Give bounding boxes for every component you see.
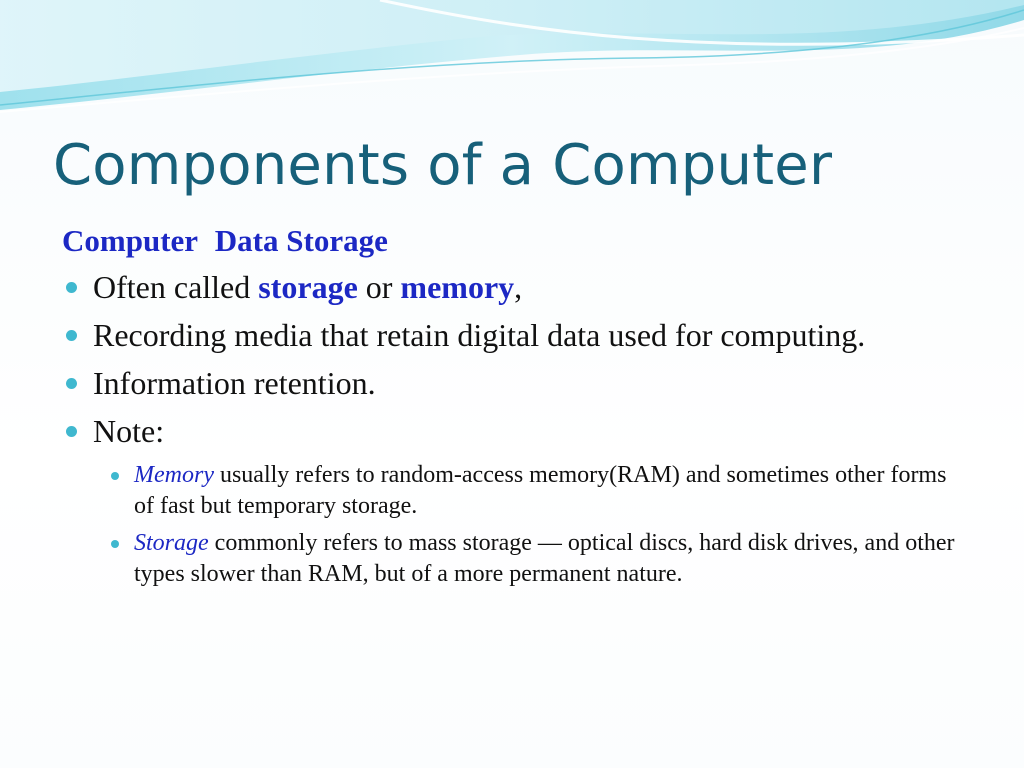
bullet-text: Note: xyxy=(93,413,165,449)
sub-bullet-dot-icon xyxy=(111,472,119,480)
term-memory-italic: Memory xyxy=(134,462,214,488)
bullet-dot-icon xyxy=(66,378,77,389)
bullet-text-prefix: Often called xyxy=(93,269,259,305)
bullet-dot-icon xyxy=(66,330,77,341)
bullet-text: Recording media that retain digital data used for computing. xyxy=(93,317,866,353)
bullet-item xyxy=(62,362,962,404)
bullet-item xyxy=(62,410,962,590)
sub-bullet-dot-icon xyxy=(111,540,119,548)
bullet-text-suffix: , xyxy=(514,269,523,305)
sub-bullet-text: commonly refers to mass storage — optical discs, hard disk drives, and other types slower than RAM, but of a more permanent nature. xyxy=(134,530,955,587)
bullet-item xyxy=(62,266,962,308)
slide-content xyxy=(62,220,962,596)
sub-bullet-item xyxy=(93,528,962,590)
sub-bullet-item xyxy=(93,460,962,522)
sub-bullet-list xyxy=(93,460,962,590)
header-wave-decoration xyxy=(0,0,1024,120)
term-storage-italic: Storage xyxy=(134,530,209,556)
bullet-text: Information retention. xyxy=(93,365,376,401)
subheading-part1: Computer xyxy=(62,223,199,258)
bullet-item xyxy=(62,314,962,356)
subheading-part2: Data Storage xyxy=(214,223,388,258)
bullet-list xyxy=(62,266,962,590)
sub-bullet-text: usually refers to random-access memory(RAM) and sometimes other forms of fast but temporary storage. xyxy=(134,462,947,519)
term-storage: storage xyxy=(258,269,358,305)
term-memory: memory xyxy=(400,269,515,305)
bullet-text-middle: or xyxy=(357,269,401,305)
subheading xyxy=(62,220,962,262)
bullet-dot-icon xyxy=(66,426,77,437)
slide-title: Components of a Computer xyxy=(53,133,833,198)
bullet-dot-icon xyxy=(66,282,77,293)
